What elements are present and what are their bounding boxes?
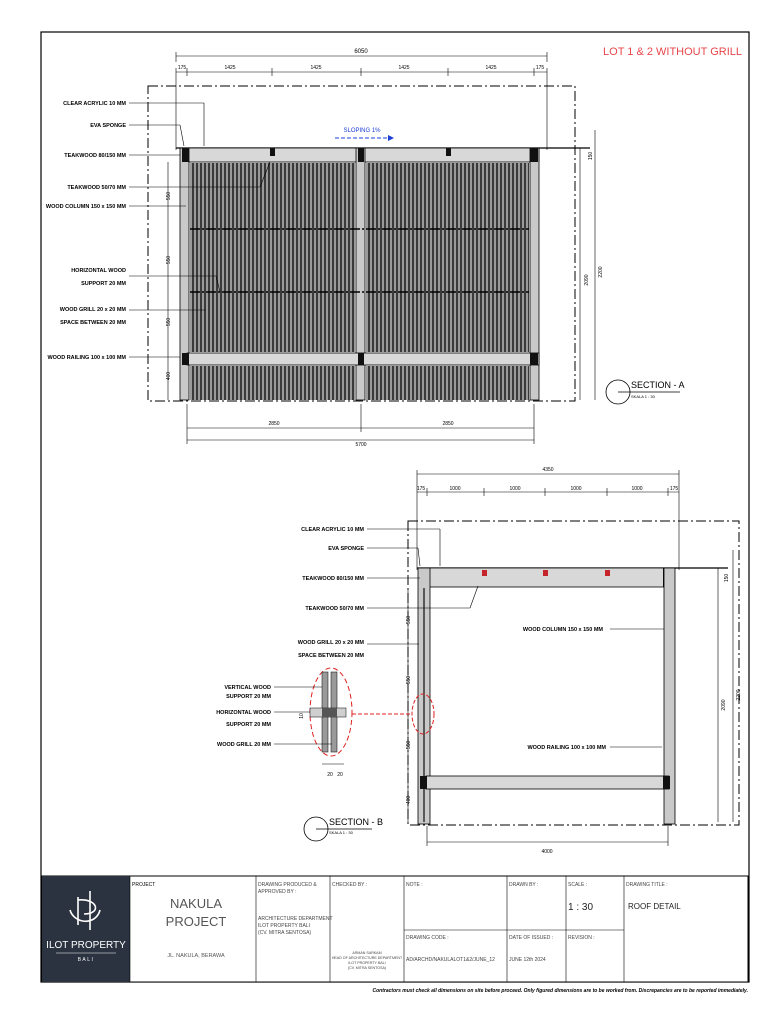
sb-label-grill-2: SPACE BETWEEN 20 MM (298, 653, 364, 659)
sb-dim-left-1: 550 (406, 675, 412, 685)
tb-dept-2: ILOT PROPERTY BALI (258, 923, 310, 929)
tb-project-address: JL. NAKULA, BERAWA (167, 953, 225, 959)
sa-dim-top-4: 1425 (485, 65, 497, 71)
sb-dim-overall-bottom: 4000 (541, 849, 553, 855)
tb-checker-2: HEAD OF ARCHITECTURE DEPARTMENT (331, 956, 403, 960)
sb-dim-right-0: 150 (724, 573, 730, 583)
tb-code-label: DRAWING CODE : (406, 935, 449, 941)
sa-dim-overall-top: 6050 (354, 49, 368, 55)
sa-label-grill-1: WOOD GRILL 20 x 20 MM (59, 307, 126, 313)
sa-dim-bottom-1: 2850 (442, 421, 454, 427)
sb-dim-top-2: 1000 (509, 486, 521, 492)
sa-section-title: SECTION - A (631, 380, 685, 390)
tb-code-value: AD/ARCHD/NAKULALOT1&2/JUNE_12 (406, 957, 495, 963)
tb-scale-label: SCALE : (568, 882, 588, 888)
logo-name: ILOT PROPERTY (46, 940, 126, 951)
sa-label-acrylic: CLEAR ACRYLIC 10 MM (63, 101, 126, 107)
sa-dim-right-0: 150 (588, 151, 594, 161)
sb-label-column: WOOD COLUMN 150 x 150 MM (522, 627, 603, 633)
sheet-title: LOT 1 & 2 WITHOUT GRILL (603, 46, 742, 58)
section-b (216, 467, 742, 855)
sa-dim-left-1: 550 (166, 255, 172, 265)
sb-dim-left-3: 400 (406, 795, 412, 805)
sa-dim-bottom-0: 2850 (268, 421, 280, 427)
tb-project-label: PROJECT (132, 882, 156, 888)
sb-dim-top-5: 175 (669, 486, 679, 492)
sb-label-grill20: WOOD GRILL 20 MM (217, 742, 271, 748)
sb-label-railing: WOOD RAILING 100 x 100 MM (527, 745, 606, 751)
sa-dim-left-3: 400 (166, 371, 172, 381)
title-block (42, 876, 748, 982)
sa-dim-top-5: 175 (535, 65, 545, 71)
sa-label-horiz-1: HORIZONTAL WOOD (71, 268, 126, 274)
sb-detail-dim-0: 20 (327, 772, 333, 778)
sb-railing (426, 776, 669, 789)
sb-label-teak50: TEAKWOOD 50/70 MM (305, 606, 364, 612)
sa-label-railing: WOOD RAILING 100 x 100 MM (47, 355, 126, 361)
tb-dept-1: ARCHITECTURE DEPARTMENT (258, 916, 333, 922)
sb-label-acrylic: CLEAR ACRYLIC 10 MM (301, 527, 364, 533)
sa-label-teak50: TEAKWOOD 50/70 MM (67, 185, 126, 191)
section-a (46, 49, 685, 448)
tb-title-value: ROOF DETAIL (628, 902, 681, 911)
tb-issued-label: DATE OF ISSUED : (509, 935, 554, 941)
sb-label-vert-1: VERTICAL WOOD (224, 685, 271, 691)
sb-dim-top-1: 1000 (449, 486, 461, 492)
sb-label-teak80: TEAKWOOD 80/150 MM (302, 576, 364, 582)
sa-label-column: WOOD COLUMN 150 x 150 MM (45, 204, 126, 210)
sa-sloping-label: SLOPING 1% (343, 128, 381, 134)
tb-checker-1: ARMAN SARKAM (352, 951, 382, 955)
sb-detail-dim-1: 20 (337, 772, 343, 778)
sa-dim-top-3: 1425 (398, 65, 410, 71)
sb-dim-left-2: 550 (406, 740, 412, 750)
tb-note-label: NOTE : (406, 882, 423, 888)
sa-grill-panel-2 (366, 163, 529, 352)
tb-dept-3: (CV. MITRA SENTOSA) (258, 930, 312, 936)
sb-detail-dim-side: 10 (299, 713, 305, 719)
sb-dim-right-1: 2090 (721, 699, 727, 711)
sb-dim-top-3: 1000 (570, 486, 582, 492)
sa-dim-top-0: 175 (177, 65, 187, 71)
logo-panel (42, 876, 130, 982)
sb-label-vert-2: SUPPORT 20 MM (226, 694, 271, 700)
sb-label-grill-1: WOOD GRILL 20 x 20 MM (297, 640, 364, 646)
tb-scale-value: 1 : 30 (568, 902, 594, 913)
sa-grill-panel-3 (190, 366, 355, 400)
sa-label-eva: EVA SPONGE (90, 123, 126, 129)
tb-drawn-label: DRAWN BY : (509, 882, 539, 888)
sb-label-horiz-1: HORIZONTAL WOOD (216, 710, 271, 716)
sb-dim-left-0: 550 (406, 615, 412, 625)
tb-issued-value: JUNE 12th 2024 (509, 957, 546, 963)
sa-dim-left-2: 550 (166, 317, 172, 327)
sa-dim-top-2: 1425 (310, 65, 322, 71)
sb-dim-top-0: 175 (416, 486, 426, 492)
tb-revision-label: REVISION : (568, 935, 595, 941)
tb-approved-label: APPROVED BY : (258, 889, 297, 895)
tb-project-name-2: PROJECT (165, 914, 227, 929)
sb-label-eva: EVA SPONGE (328, 546, 364, 552)
sa-dim-right-1: 2090 (584, 274, 590, 286)
sb-dim-top-4: 1000 (631, 486, 643, 492)
sa-grill-panel-4 (366, 366, 529, 400)
tb-checked-label: CHECKED BY : (332, 882, 368, 888)
sa-label-teak80: TEAKWOOD 80/150 MM (64, 153, 126, 159)
tb-checker-3: ILOT PROPERTY BALI (348, 961, 386, 965)
tb-title-label: DRAWING TITLE : (626, 882, 668, 888)
sb-dim-right-2: 2200 (736, 689, 742, 701)
logo-sub: BALI (77, 957, 95, 963)
tb-checker-4: (CV. MITRA SENTOSA) (347, 966, 387, 970)
footer-note: Contractors must check all dimensions on site before proceed. Only figured dimensions are to be worked from. Discrepancies are to be reported immediately. (372, 988, 748, 994)
sa-dim-left-0: 550 (166, 191, 172, 201)
tb-produced-label: DRAWING PRODUCED & (258, 882, 317, 888)
sa-section-scale: SKALA 1 : 30 (631, 394, 655, 399)
sa-dim-top-1: 1425 (224, 65, 236, 71)
sb-section-title: SECTION - B (329, 817, 384, 827)
sb-detail-members (310, 672, 346, 752)
sa-label-grill-2: SPACE BETWEEN 20 MM (60, 320, 126, 326)
sb-label-horiz-2: SUPPORT 20 MM (226, 722, 271, 728)
tb-project-name-1: NAKULA (169, 896, 223, 911)
sa-dim-right-2: 2200 (598, 266, 604, 278)
sa-grill-panel-1 (190, 163, 355, 352)
sb-section-scale: SKALA 1 : 30 (329, 830, 353, 835)
sb-dim-overall-top: 4350 (542, 467, 554, 473)
sa-label-horiz-2: SUPPORT 20 MM (81, 281, 126, 287)
sa-dim-overall-bottom: 5700 (355, 442, 367, 448)
